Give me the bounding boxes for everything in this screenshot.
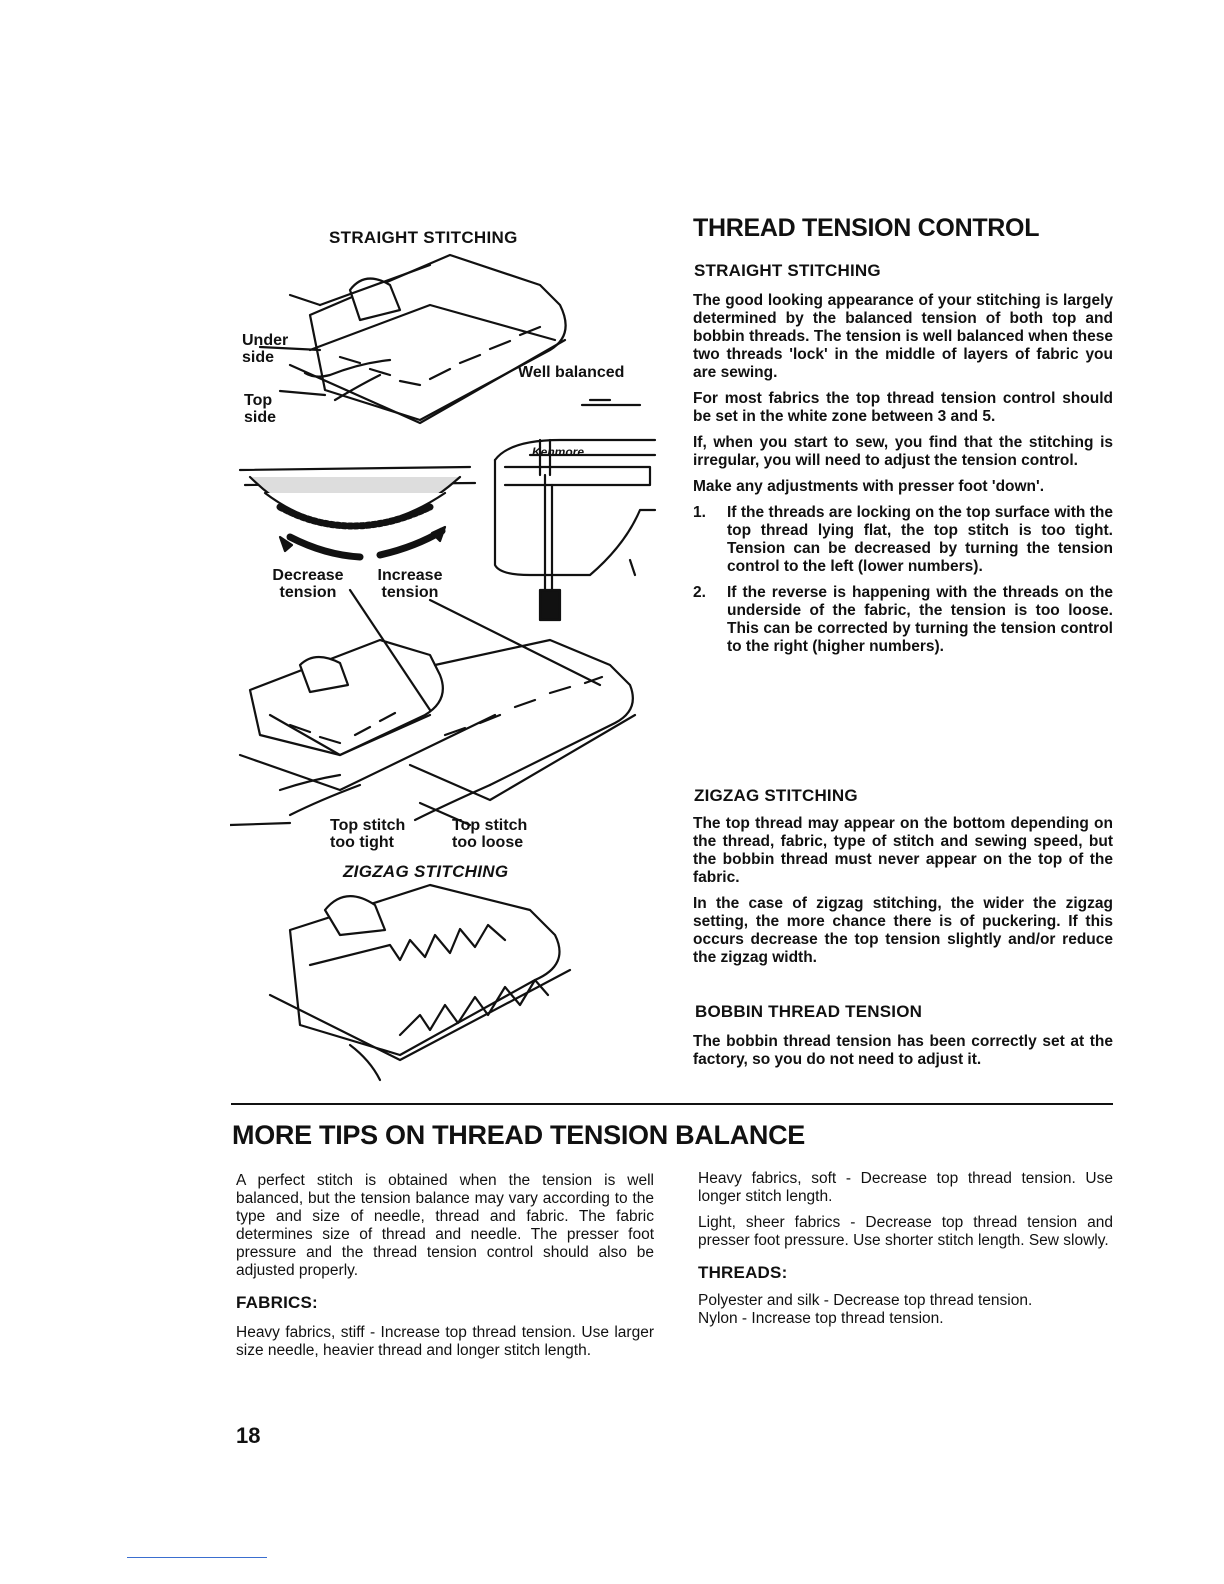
zigzag-stitching-heading: ZIGZAG STITCHING bbox=[694, 786, 858, 805]
well-balanced-label: Well balanced bbox=[518, 364, 625, 381]
under-side-label: Under side bbox=[242, 332, 289, 366]
tips-intro: A perfect stitch is obtained when the tension is well balanced, but the tension balance may vary according to the type and size of needle, thread and fabric. The fabric determines size of thread and needle. The presser foot pressure and the thread tension control should also be adjusted properly. bbox=[236, 1172, 654, 1279]
more-tips-title: MORE TIPS ON THREAD TENSION BALANCE bbox=[232, 1120, 806, 1150]
section-divider bbox=[231, 1103, 1113, 1105]
top-stitch-too-tight-label: Top stitch too tight bbox=[330, 817, 406, 851]
bobbin-tension-heading: BOBBIN THREAD TENSION bbox=[695, 1002, 923, 1021]
top-side-label: Top side bbox=[244, 392, 277, 426]
tips-right-column bbox=[698, 1170, 1113, 1328]
straight-stitching-text bbox=[693, 292, 1113, 664]
threads-nylon: Nylon - Increase top thread tension. bbox=[698, 1310, 944, 1327]
sewing-machine-drawing bbox=[495, 400, 655, 620]
bottom-line bbox=[127, 1557, 267, 1558]
well-balanced-fabric-drawing bbox=[260, 255, 566, 423]
zigzag-stitching-text bbox=[693, 815, 1113, 975]
fabrics-light-sheer: Light, sheer fabrics - Decrease top thread tension and presser foot pressure. Use shorter stitch length. Sew slowly. bbox=[698, 1214, 1113, 1249]
threads-polyester: Polyester and silk - Decrease top thread tension. bbox=[698, 1292, 1033, 1309]
zigzag-stitching-caption: ZIGZAG STITCHING bbox=[343, 862, 509, 881]
threads-heading: THREADS: bbox=[698, 1263, 788, 1282]
straight-stitching-caption: STRAIGHT STITCHING bbox=[329, 228, 518, 247]
top-stitch-too-loose-label: Top stitch too loose bbox=[452, 817, 528, 851]
tension-steps-list bbox=[693, 504, 1113, 656]
fabrics-heavy-stiff: Heavy fabrics, stiff - Increase top thread tension. Use larger size needle, heavier thread and longer stitch length. bbox=[236, 1324, 654, 1359]
page-number: 18 bbox=[236, 1423, 261, 1448]
tension-paragraph-1: The good looking appearance of your stitching is largely determined by the balanced tension of both top and bobbin threads. The tension is well balanced when these two threads 'lock' in the middle of layers of fabric you are sewing. bbox=[693, 292, 1113, 381]
fabrics-heavy-soft: Heavy fabrics, soft - Decrease top thread tension. Use longer stitch length. bbox=[698, 1170, 1113, 1205]
tension-dial-drawing bbox=[240, 467, 475, 557]
tension-paragraph-3: If, when you start to sew, you find that the stitching is irregular, you will need to adjust the tension control. bbox=[693, 434, 1113, 469]
list-item: 2. If the reverse is happening with the threads on the underside of the fabric, the tension is too loose. This can be corrected by turning the tension control to the right (higher numbers). bbox=[693, 584, 1113, 655]
fabrics-heading: FABRICS: bbox=[236, 1293, 318, 1312]
list-item: 1. If the threads are locking on the top surface with the top thread lying flat, the top stitch is too tight. Tension can be decreased by turning the tension control to the left (lower numbers). bbox=[693, 504, 1113, 575]
tips-left-column bbox=[236, 1172, 654, 1368]
zigzag-paragraph-2: In the case of zigzag stitching, the wider the zigzag setting, the more chance there is of puckering. If this occurs decrease the top tension slightly and/or reduce the zigzag width. bbox=[693, 895, 1113, 966]
increase-tension-label: Increase tension bbox=[377, 567, 443, 601]
zigzag-paragraph-1: The top thread may appear on the bottom depending on the thread, fabric, type of stitch and sewing speed, but the bobbin thread must never appear on the top of the fabric. bbox=[693, 815, 1113, 886]
zigzag-fabric-drawing bbox=[270, 885, 570, 1080]
bobbin-paragraph: The bobbin thread tension has been correctly set at the factory, so you do not need to adjust it. bbox=[693, 1033, 1113, 1068]
tension-comparison-fabric-drawing bbox=[230, 590, 635, 825]
straight-stitching-heading: STRAIGHT STITCHING bbox=[694, 261, 881, 280]
tension-paragraph-2: For most fabrics the top thread tension control should be set in the white zone between 3 and 5. bbox=[693, 390, 1113, 425]
tension-paragraph-4: Make any adjustments with presser foot 'down'. bbox=[693, 478, 1045, 495]
thread-tension-title: THREAD TENSION CONTROL bbox=[693, 214, 1040, 242]
decrease-tension-label: Decrease tension bbox=[272, 567, 344, 601]
kenmore-brand: Kenmore bbox=[532, 445, 585, 459]
bobbin-tension-text bbox=[693, 1033, 1113, 1077]
